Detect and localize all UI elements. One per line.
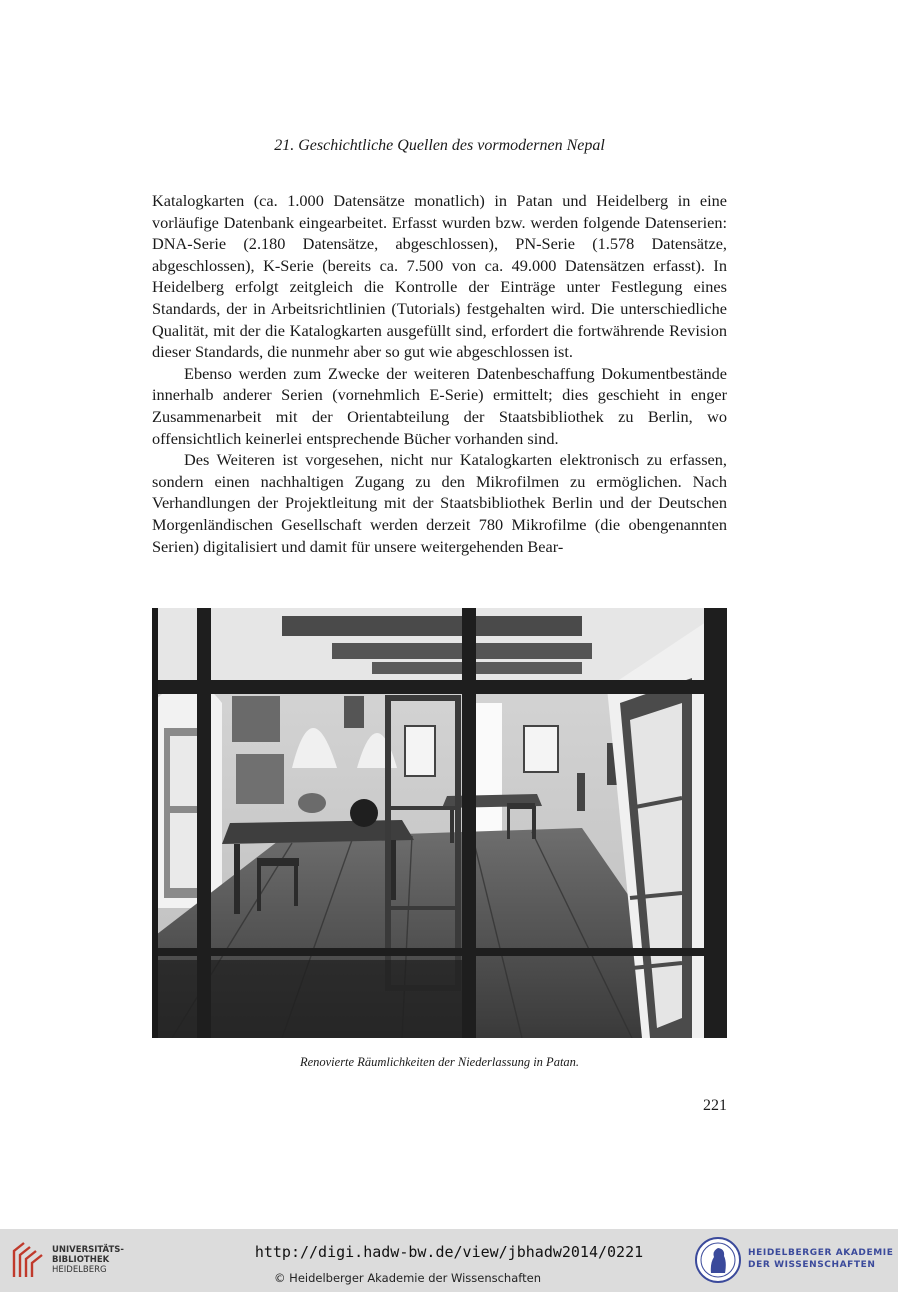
running-head: 21. Geschichtliche Quellen des vormodernen Nepal [274, 137, 605, 154]
ub-logo-line-1: UNIVERSITÄTS- [52, 1245, 124, 1255]
footer-bar [0, 1229, 898, 1292]
hadw-seal-icon [694, 1235, 742, 1285]
paragraph-1: Katalogkarten (ca. 1.000 Datensätze monatlich) in Patan und Heidelberg in eine vorläufige Datenbank eingearbeitet. Erfasst wurden bzw. werden folgende Datenserien: DNA-Serie (2.180 Datensätze, abgeschlossen), PN-Serie (1.578 Datensätze, abgeschlossen), K-Serie (bereits ca. 7.500 von ca. 49.000 Datensätzen erfasst). In Heidelberg erfolgt zeitgleich die Kontrolle der Einträge unter Festlegung eines Standards, der in Arbeitsrichtlinien (Tutorials) festgehalten wird. Die unterschiedliche Qualität, mit der die Katalogkarten ausgefüllt sind, erfordert die fortwährende Revision dieser Standards, die nunmehr aber so gut wie abgeschlossen ist. [152, 191, 727, 362]
page-number: 221 [703, 1097, 727, 1114]
source-url-link[interactable]: http://digi.hadw-bw.de/view/jbhadw2014/0221 [254, 1243, 644, 1261]
ub-logo-line-3: HEIDELBERG [52, 1265, 107, 1275]
body-text [152, 190, 727, 557]
hadw-logo-line-2: DER WISSENSCHAFTEN [748, 1260, 876, 1270]
ub-logo-line-2: BIBLIOTHEK [52, 1255, 110, 1265]
room-photo [152, 608, 727, 1038]
paragraph-2: Ebenso werden zum Zwecke der weiteren Datenbeschaffung Dokumentbestände innerhalb anderer Serien (vornehmlich E-Serie) ermittelt; dies geschieht in enger Zusammenarbeit mit der Orientabteilung der Staatsbibliothek zu Berlin, wo offensichtlich keinerlei entsprechende Bücher vorhanden sind. [152, 363, 727, 448]
hadw-logo-line-1: HEIDELBERGER AKADEMIE [748, 1248, 894, 1258]
copyright-notice: © Heidelberger Akademie der Wissenschaften [274, 1271, 541, 1285]
paragraph-3: Des Weiteren ist vorgesehen, nicht nur Katalogkarten elektronisch zu erfassen, sondern einen nachhaltigen Zugang zu den Mikrofilmen zu ermöglichen. Nach Verhandlungen der Projektleitung mit der Staatsbibliothek Berlin und der Deutschen Morgenländischen Gesellschaft werden derzeit 780 Mikrofilme (die obengenannten Serien) digitalisiert und damit für unsere weitergehenden Bear- [152, 450, 727, 556]
photo-caption: Renovierte Räumlichkeiten der Niederlassung in Patan. [299, 1055, 580, 1069]
